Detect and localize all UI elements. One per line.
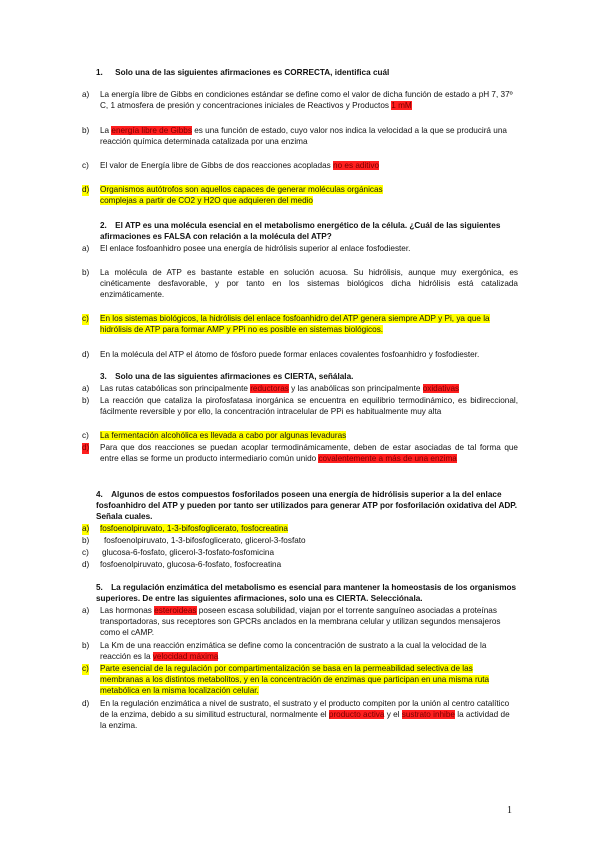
option-letter: b) [82, 268, 90, 277]
question-text: Algunos de estos compuestos fosforilados poseen una energía de hidrólisis superior a la del enlace fosfoanhidro del ATP y pueden por tanto ser utilizados para generar ATP por fosforilación oxidativa del ADP. Señala cuales. [96, 490, 517, 521]
option-letter: a) [82, 244, 90, 253]
question-text: Solo una de las siguientes afirmaciones es CORRECTA, identifica cuál [115, 68, 390, 77]
question-text: La regulación enzimática del metabolismo es esencial para mantener la homeostasis de los organismos superiores. De entre las siguientes afirmaciones, solo una es CIERTA. Selecciónala. [96, 583, 517, 603]
option-letter: b) [82, 536, 90, 545]
option-text: fosfoenolpiruvato, 1-3-bifosfoglicerato, fosfocreatina [100, 524, 288, 533]
question-2-title [100, 221, 518, 243]
question-number: 3. [100, 372, 107, 381]
option-letter: c) [82, 314, 89, 323]
option-letter: d) [82, 350, 90, 359]
question-1-title [96, 68, 516, 79]
question-number: 2. [100, 221, 107, 230]
page-number: 1 [507, 805, 512, 816]
question-number: 1. [96, 68, 103, 77]
option-text: Parte esencial de la regulación por compartimentalización se basa en la permeabilidad selectiva de las membranas a los distintos metabolitos, y en la concentración de enzimas que participan en una misma ruta metabólica en la misma localización celular. [100, 664, 490, 695]
option-letter: d) [82, 443, 90, 452]
option-letter: b) [82, 641, 90, 650]
option-text: En los sistemas biológicos, la hidrólisis del enlace fosfoanhidro del ATP genera siempre ADP y Pi, ya que la hidrólisis de ATP para formar AMP y PPi no es posible en sistemas biológicos. [100, 314, 490, 334]
option-text: La fermentación alcohólica es llevada a cabo por algunas levaduras [100, 431, 347, 440]
question-text: Solo una de las siguientes afirmaciones es CIERTA, señálala. [115, 372, 354, 381]
question-4-title [96, 490, 518, 522]
option-text: En la molécula del ATP el átomo de fósforo puede formar enlaces covalentes fosfoanhidro y fosfodiester. [100, 350, 480, 359]
option-letter: c) [82, 431, 89, 440]
option-text: En la regulación enzimática a nivel de sustrato, el sustrato y el producto compiten por la unión al centro catalítico de la enzima, debido a su similitud estructural, normalmente el producto activa y el sustrato inhibe la actividad de la enzima. [100, 699, 510, 730]
option-letter: a) [82, 384, 90, 393]
option-text: La molécula de ATP es bastante estable en solución acuosa. Su hidrólisis, aunque muy exergónica, es cinéticamente desfavorable, y por tanto en los sistemas biológicos dicha hidrólisis está catalizada enzimáticamente. [100, 268, 518, 299]
option-letter: a) [82, 90, 90, 99]
question-3-title [100, 372, 518, 383]
option-text: La energía libre de Gibbs en condiciones estándar se define como el valor de dicha función de estado a pH 7, 37º C, 1 atmosfera de presión y concentraciones iniciales de Reactivos y Productos 1 mM [100, 90, 513, 110]
option-text: La energía libre de Gibbs es una función de estado, cuyo valor nos indica la velocidad a la que se producirá una reacción química determinada catalizada por una enzima [100, 126, 507, 146]
option-text: El enlace fosfoanhidro posee una energía de hidrólisis superior al enlace fosfodiester. [100, 244, 411, 253]
option-text: Las rutas catabólicas son principalmente reductoras y las anabólicas son principalmente oxidativas [100, 384, 460, 393]
option-letter: a) [82, 524, 90, 533]
option-text: Organismos autótrofos son aquellos capaces de generar moléculas orgánicas complejas a partir de CO2 y H2O que adquieren del medio [100, 185, 383, 205]
option-text: fosfoenolpiruvato, glucosa-6-fosfato, fosfocreatina [100, 560, 282, 569]
question-number: 5. [96, 583, 103, 592]
option-text: El valor de Energía libre de Gibbs de dos reacciones acopladas no es aditivo [100, 161, 380, 170]
option-text: Las hormonas esteroideas poseen escasa solubilidad, viajan por el torrente sanguíneo asociadas a proteínas transportadoras, sus receptores son GPCRs anclados en la membrana celular y utilizan segundos mensajeros como el cAMP. [100, 606, 501, 637]
option-letter: a) [82, 606, 90, 615]
option-text: La reacción que cataliza la pirofosfatasa inorgánica se encuentra en equilibrio termodinámico, es bidireccional, fácilmente reversible y por ello, la concentración intracelular de PPi es habitualmente muy alta [100, 396, 518, 416]
option-letter: c) [82, 664, 89, 673]
option-text: Para que dos reacciones se puedan acoplar termodinámicamente, deben de estar asociadas de tal forma que entre ellas se forme un producto intermediario común unido covalentemente a más de una enzima [100, 443, 518, 463]
option-letter: c) [82, 161, 89, 170]
option-letter: d) [82, 560, 90, 569]
option-text: glucosa-6-fosfato, glicerol-3-fosfato-fosfomicina [102, 548, 275, 557]
option-letter: d) [82, 699, 90, 708]
option-letter: d) [82, 185, 90, 194]
option-text: La Km de una reacción enzimática se define como la concentración de sustrato a la cual la velocidad de la reacción es la velocidad máxima [100, 641, 487, 661]
option-text: fosfoenolpiruvato, 1-3-bifosfoglicerato, glicerol-3-fosfato [104, 536, 306, 545]
option-letter: b) [82, 126, 90, 135]
question-5-title [96, 583, 518, 605]
option-letter: c) [82, 548, 89, 557]
question-number: 4. [96, 490, 103, 499]
option-letter: b) [82, 396, 90, 405]
question-text: El ATP es una molécula esencial en el metabolismo energético de la célula. ¿Cuál de las siguientes afirmaciones es FALSA con relación a la molécula del ATP? [100, 221, 501, 241]
